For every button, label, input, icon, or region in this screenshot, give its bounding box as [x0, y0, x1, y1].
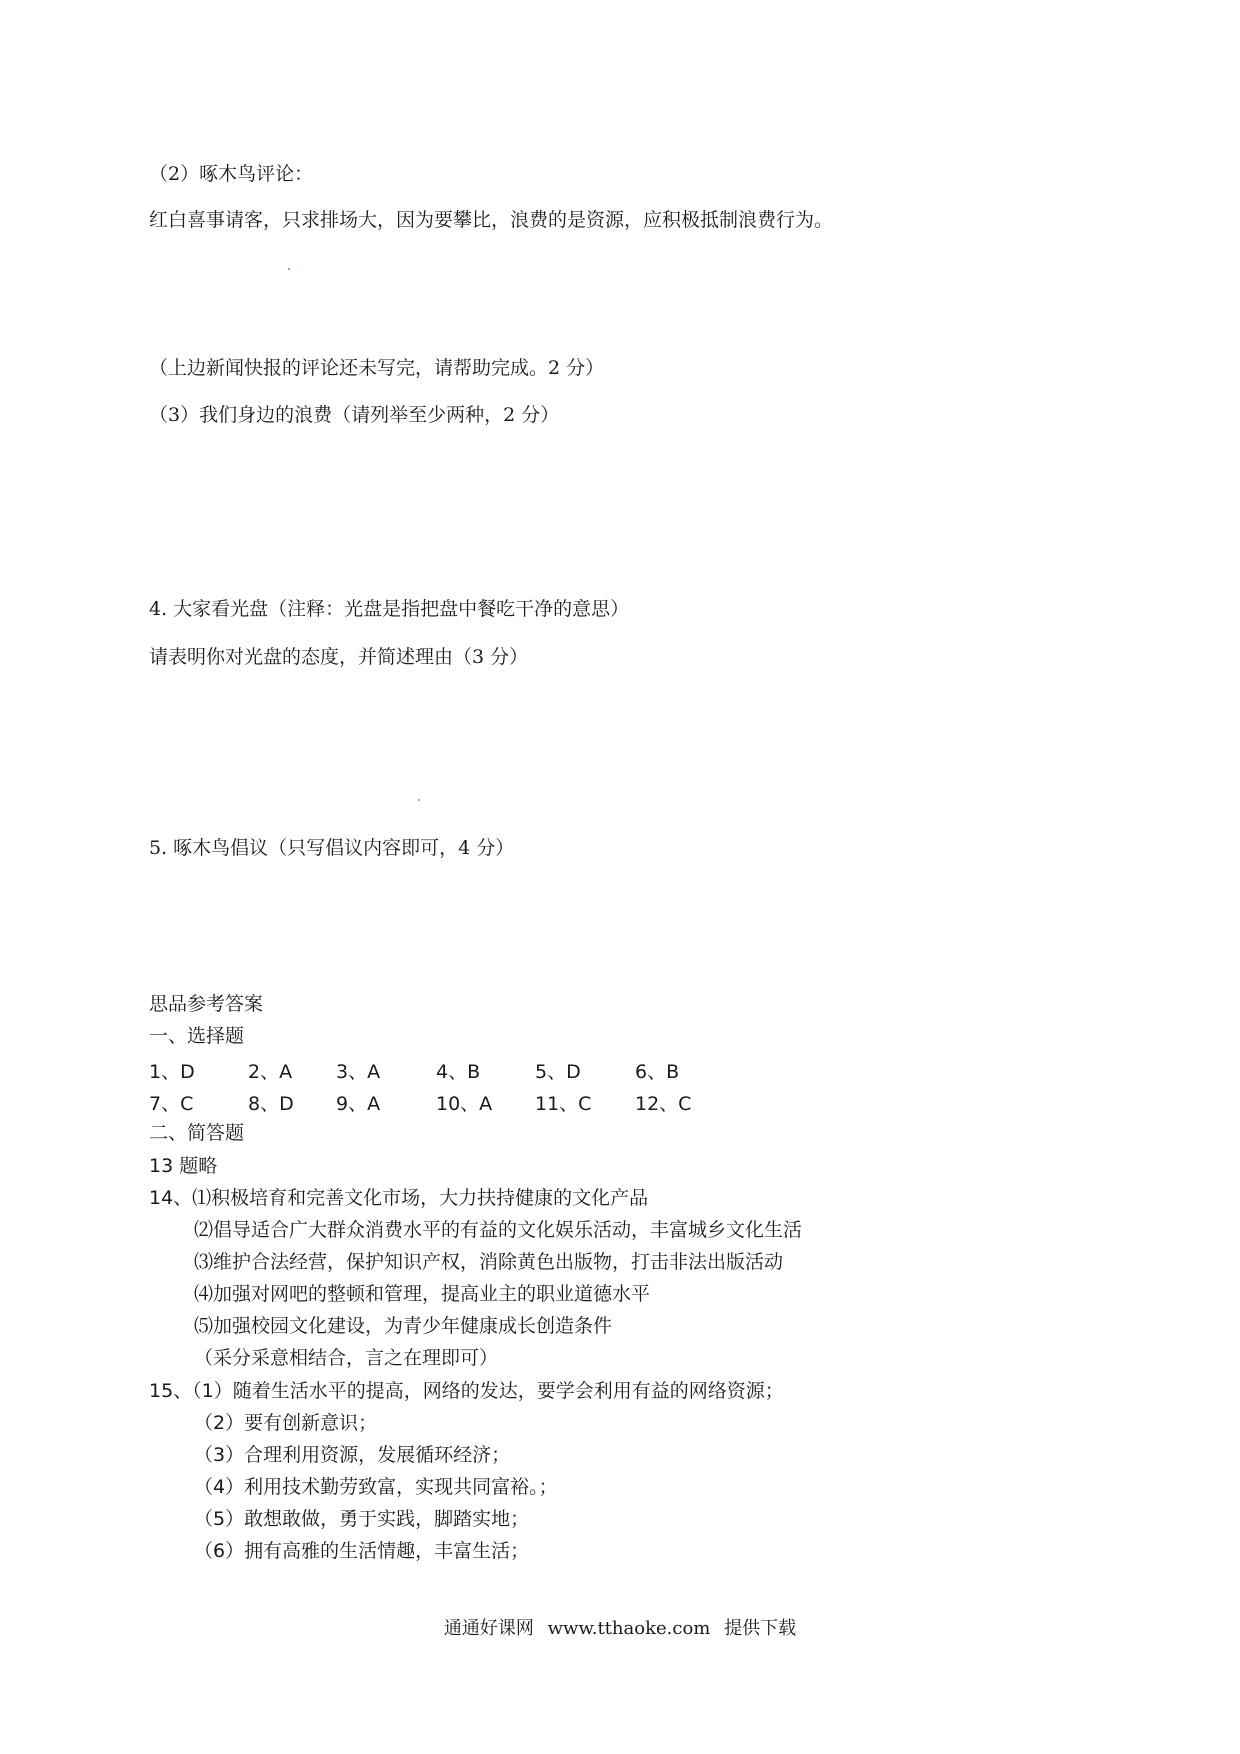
q13-answer: 13 题略: [149, 1155, 218, 1177]
mc-answer: 12、C: [635, 1093, 692, 1115]
q14-answer-line: ⑵倡导适合广大群众消费水平的有益的文化娱乐活动，丰富城乡文化生活: [194, 1219, 803, 1241]
q14-answer-line: ⑷加强对网吧的整顿和管理，提高业主的职业道德水平: [194, 1283, 651, 1305]
q14-answer-line: ⑶维护合法经营，保护知识产权，消除黄色出版物，打击非法出版活动: [194, 1251, 784, 1273]
q15-answer-line: （2）要有创新意识；: [194, 1412, 378, 1434]
mc-answer: 10、A: [436, 1093, 493, 1115]
q14-answer-line: ⑸加强校园文化建设，为青少年健康成长创造条件: [194, 1315, 613, 1337]
q15-answer-line: （4）利用技术勤劳致富，实现共同富裕。；: [194, 1476, 558, 1498]
q4-title: 4. 大家看光盘（注释：光盘是指把盘中餐吃干净的意思）: [149, 598, 630, 620]
q15-answer-line: （5）敢想敢做，勇于实践，脚踏实地；: [194, 1508, 530, 1530]
answers-title: 思品参考答案: [149, 993, 264, 1015]
q5-title: 5. 啄木鸟倡议（只写倡议内容即可，4 分）: [149, 837, 515, 859]
section-short-answer: 二、简答题: [149, 1122, 245, 1144]
mc-answer: 5、D: [535, 1061, 581, 1083]
q3-note: （上边新闻快报的评论还未写完，请帮助完成。2 分）: [149, 357, 605, 379]
scan-speck: [418, 799, 420, 801]
q15-answer-line: 15、（1）随着生活水平的提高，网络的发达，要学会利用有益的网络资源；: [149, 1380, 784, 1402]
mc-answer: 11、C: [535, 1093, 592, 1115]
q14-answer-line: 14、⑴积极培育和完善文化市场，大力扶持健康的文化产品: [149, 1187, 649, 1209]
mc-answer: 7、C: [149, 1093, 194, 1115]
q14-answer-line: （采分采意相结合，言之在理即可）: [194, 1347, 499, 1369]
section-multiple-choice: 一、选择题: [149, 1025, 245, 1047]
page-footer: [0, 1614, 1240, 1640]
footer-site-name: 通通好课网: [443, 1618, 534, 1639]
footer-note: 提供下载: [724, 1618, 797, 1639]
q15-answer-line: （6）拥有高雅的生活情趣，丰富生活；: [194, 1540, 530, 1562]
q3-3: （3）我们身边的浪费（请列举至少两种，2 分）: [149, 404, 560, 426]
footer-url[interactable]: www.tthaoke.com: [547, 1618, 711, 1639]
scan-speck: [288, 268, 290, 270]
mc-answer: 9、A: [336, 1093, 381, 1115]
mc-answer: 8、D: [248, 1093, 294, 1115]
q15-answer-line: （3）合理利用资源，发展循环经济；: [194, 1444, 511, 1466]
mc-answer: 3、A: [336, 1061, 381, 1083]
mc-answer: 4、B: [436, 1061, 481, 1083]
mc-answer: 6、B: [635, 1061, 680, 1083]
mc-answer: 1、D: [149, 1061, 195, 1083]
mc-answer: 2、A: [248, 1061, 293, 1083]
q3-2-label: （2）啄木鸟评论：: [149, 163, 314, 185]
q3-2-text: 红白喜事请客，只求排场大，因为要攀比，浪费的是资源，应积极抵制浪费行为。: [149, 209, 834, 231]
q4-prompt: 请表明你对光盘的态度，并简述理由（3 分）: [149, 646, 529, 668]
